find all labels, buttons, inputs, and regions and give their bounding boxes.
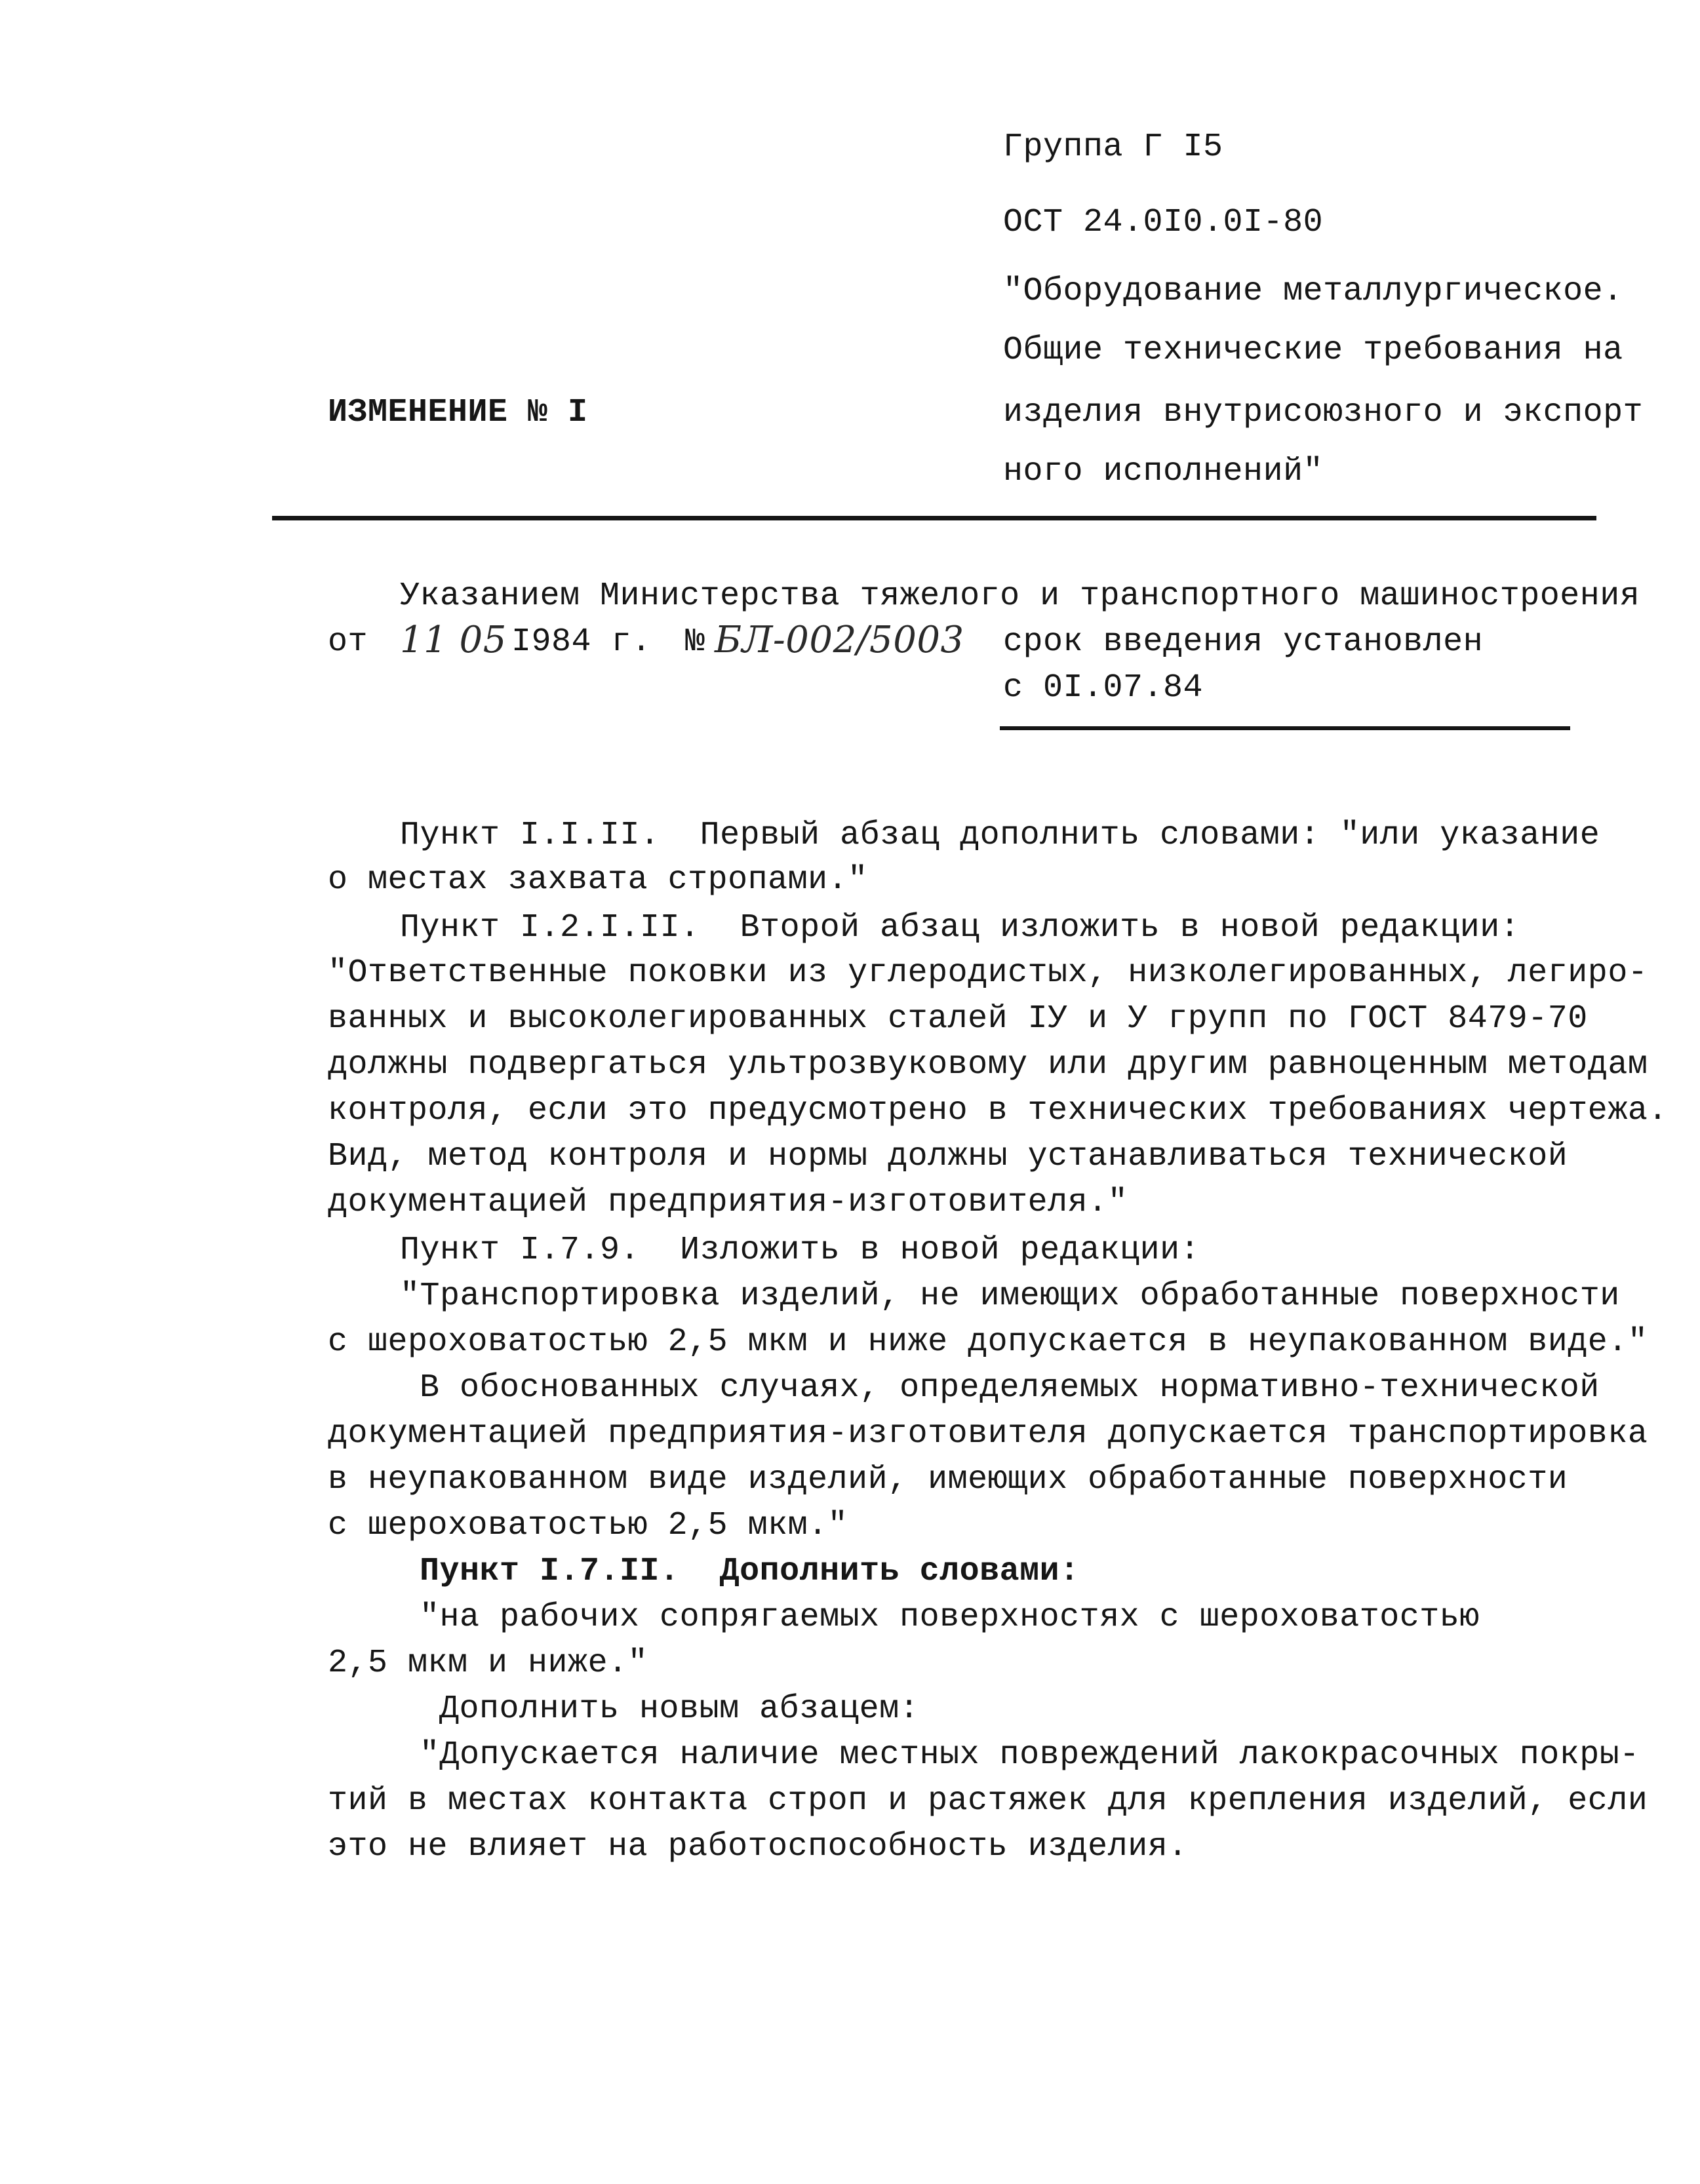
- directive-year: I984 г.: [511, 623, 652, 661]
- body-line: ванных и высоколегированных сталей IУ и У групп по ГОСТ 8479-70: [328, 1000, 1588, 1038]
- body-line: в неупакованном виде изделий, имеющих обработанные поверхности: [328, 1461, 1568, 1498]
- body-line: о местах захвата стропами.": [328, 861, 868, 899]
- directive-prefix: от: [328, 623, 368, 661]
- body-line: Пункт I.2.I.II. Второй абзац изложить в новой редакции:: [400, 909, 1520, 946]
- body-line: Вид, метод контроля и нормы должны устанавливаться технической: [328, 1138, 1568, 1175]
- body-line: с шероховатостью 2,5 мкм и ниже допускается в неупакованном виде.": [328, 1323, 1648, 1361]
- body-line: 2,5 мкм и ниже.": [328, 1645, 648, 1682]
- body-line: это не влияет на работоспособность изделия.: [328, 1828, 1188, 1865]
- body-line: Пункт I.7.II. Дополнить словами:: [420, 1553, 1080, 1590]
- directive-number: БЛ-002/5003: [715, 619, 964, 661]
- standard-title-line-1: "Оборудование металлургическое.: [1003, 273, 1623, 310]
- body-line: Пункт I.I.II. Первый абзац дополнить словами: "или указание: [400, 817, 1600, 854]
- standard-title-line-2: Общие технические требования на: [1003, 332, 1623, 369]
- directive-start-date: с 0I.07.84: [1003, 669, 1204, 707]
- body-line: "Транспортировка изделий, не имеющих обработанные поверхности: [400, 1277, 1620, 1315]
- directive-number-sign: №: [685, 623, 705, 661]
- directive-line-1: Указанием Министерства тяжелого и транспортного машиностроения: [400, 577, 1640, 615]
- body-line: "Ответственные поковки из углеродистых, низколегированных, легиро-: [328, 954, 1648, 992]
- directive-term: срок введения установлен: [1003, 623, 1484, 661]
- standard-number: ОСТ 24.0I0.0I-80: [1003, 204, 1324, 241]
- body-line: "на рабочих сопрягаемых поверхностях с шероховатостью: [420, 1599, 1480, 1636]
- body-line: документацией предприятия-изготовителя.": [328, 1184, 1128, 1221]
- body-line: "Допускается наличие местных повреждений лакокрасочных покры-: [420, 1736, 1640, 1774]
- body-line: должны подвергаться ультрозвуковому или другим равноценным методам: [328, 1046, 1648, 1083]
- body-line: контроля, если это предусмотрено в технических требованиях чертежа.: [328, 1092, 1668, 1129]
- directive-date: 11 05: [400, 619, 507, 661]
- header-divider: [272, 516, 1596, 520]
- body-line: с шероховатостью 2,5 мкм.": [328, 1507, 848, 1544]
- directive-divider: [1000, 726, 1570, 730]
- group-code: Группа Г I5: [1003, 128, 1223, 166]
- change-label: ИЗМЕНЕНИЕ № I: [328, 394, 588, 431]
- body-line: В обоснованных случаях, определяемых нормативно-технической: [420, 1369, 1600, 1407]
- body-line: документацией предприятия-изготовителя допускается транспортировка: [328, 1415, 1648, 1453]
- body-line: тий в местах контакта строп и растяжек для крепления изделий, если: [328, 1782, 1648, 1820]
- body-line: Пункт I.7.9. Изложить в новой редакции:: [400, 1232, 1200, 1269]
- standard-title-line-3: изделия внутрисоюзного и экспорт: [1003, 394, 1644, 431]
- body-line: Дополнить новым абзацем:: [439, 1690, 920, 1728]
- standard-title-line-4: ного исполнений": [1003, 453, 1324, 490]
